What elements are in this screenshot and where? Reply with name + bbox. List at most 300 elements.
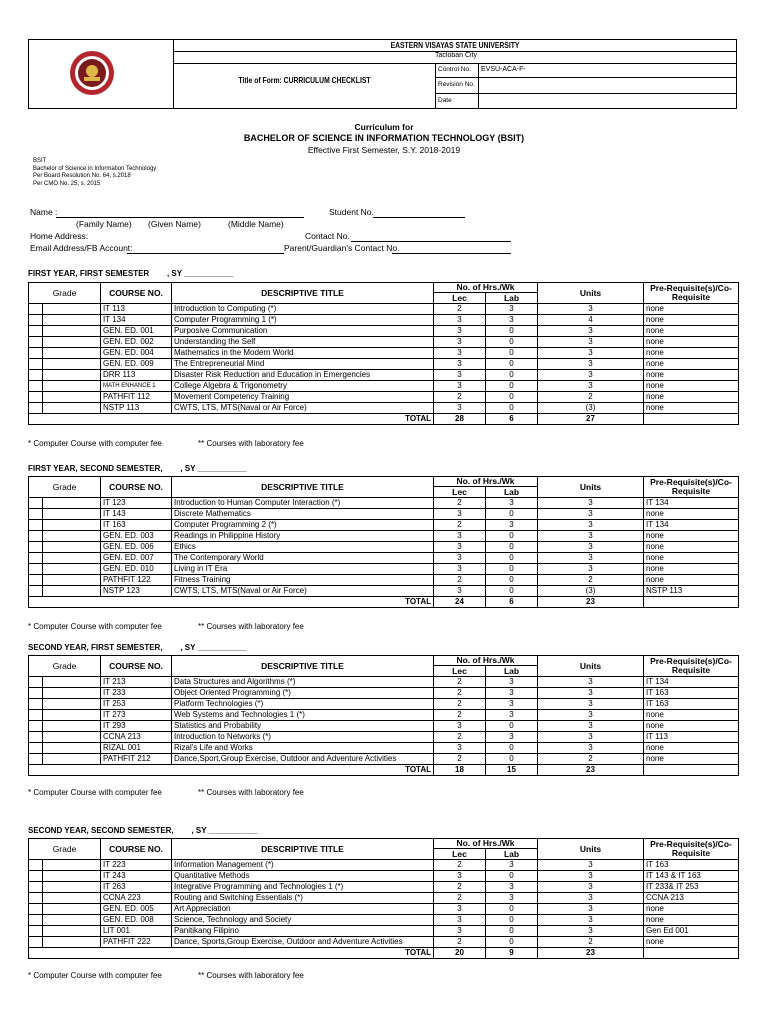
grade-cell[interactable] (43, 381, 101, 392)
prerequisite-cell: none (644, 542, 739, 553)
email-line[interactable] (127, 253, 284, 254)
prerequisite-header-line: Pre-Requisite(s)/Co- (650, 839, 732, 849)
prerequisite-cell: IT 233& IT 253 (644, 882, 739, 893)
descriptive-title-cell: Mathematics in the Modern World (172, 348, 434, 359)
prerequisite-cell: none (644, 359, 739, 370)
prerequisite-cell: IT 134 (644, 498, 739, 509)
prerequisite-cell: none (644, 564, 739, 575)
grade-cell[interactable] (29, 882, 43, 893)
course-no-cell: GEN. ED. 009 (101, 359, 172, 370)
total-row (29, 597, 739, 608)
descriptive-title-cell: Introduction to Human Computer Interaction (*) (172, 498, 434, 509)
footnote (28, 971, 304, 980)
prerequisite-cell: IT 134 (644, 677, 739, 688)
lab-cell: 0 (486, 915, 538, 926)
lab-cell: 3 (486, 699, 538, 710)
lec-cell: 3 (434, 381, 486, 392)
units-cell: 3 (538, 564, 644, 575)
table-row (29, 871, 739, 882)
table-row (29, 710, 739, 721)
units-cell: 3 (538, 542, 644, 553)
lec-cell: 3 (434, 348, 486, 359)
prerequisite-header-line: Requisite (671, 848, 711, 858)
table-row (29, 915, 739, 926)
units-header: Units (538, 839, 644, 860)
lec-cell: 2 (434, 860, 486, 871)
course-no-cell: RIZAL 001 (101, 743, 172, 754)
descriptive-title-cell: Discrete Mathematics (172, 509, 434, 520)
total-units: 23 (538, 597, 644, 608)
university-name: EASTERN VISAYAS STATE UNIVERSITY (390, 41, 520, 50)
lab-cell: 0 (486, 370, 538, 381)
prerequisite-header (644, 839, 739, 860)
prerequisite-cell: none (644, 304, 739, 315)
lab-cell: 3 (486, 498, 538, 509)
lab-cell: 3 (486, 732, 538, 743)
effective-date: Effective First Semester, S.Y. 2018-2019 (307, 145, 461, 155)
grade-cell[interactable] (29, 754, 43, 765)
total-lab: 9 (486, 948, 538, 959)
grade-cell[interactable] (43, 498, 101, 509)
curriculum-table (28, 282, 739, 425)
descriptive-title-cell: Purposive Communication (172, 326, 434, 337)
units-cell: 3 (538, 337, 644, 348)
curriculum-table (28, 655, 739, 776)
grade-cell[interactable] (29, 348, 43, 359)
lec-cell: 2 (434, 575, 486, 586)
table-header-row (29, 283, 739, 293)
grade-cell[interactable] (43, 553, 101, 564)
table-row (29, 326, 739, 337)
grade-cell[interactable] (43, 721, 101, 732)
grade-cell[interactable] (29, 326, 43, 337)
grade-cell[interactable] (29, 403, 43, 414)
lec-cell: 3 (434, 326, 486, 337)
course-no-cell: PATHFIT 112 (101, 392, 172, 403)
footnote (28, 788, 304, 797)
units-cell: 3 (538, 677, 644, 688)
total-row (29, 765, 739, 776)
prerequisite-cell: IT 134 (644, 520, 739, 531)
grade-cell[interactable] (43, 531, 101, 542)
prerequisite-cell: none (644, 754, 739, 765)
lab-header: Lab (486, 849, 538, 860)
table-row (29, 677, 739, 688)
lab-cell: 0 (486, 542, 538, 553)
units-cell: 3 (538, 520, 644, 531)
table-row (29, 531, 739, 542)
grade-cell[interactable] (43, 359, 101, 370)
units-cell: 3 (538, 509, 644, 520)
table-header-row (29, 477, 739, 487)
grade-cell[interactable] (43, 926, 101, 937)
total-label: TOTAL (29, 765, 434, 776)
course-no-cell: GEN. ED. 003 (101, 531, 172, 542)
grade-cell[interactable] (29, 553, 43, 564)
grade-cell[interactable] (29, 564, 43, 575)
descriptive-title-cell: Quantitative Methods (172, 871, 434, 882)
middle-name-label: (Middle Name) (228, 219, 284, 229)
descriptive-title-cell: Understanding the Self (172, 337, 434, 348)
lec-cell: 2 (434, 677, 486, 688)
grade-cell[interactable] (29, 337, 43, 348)
course-no-cell: DRR 113 (101, 370, 172, 381)
prerequisite-cell: IT 143 & IT 163 (644, 871, 739, 882)
prerequisite-cell: IT 163 (644, 699, 739, 710)
grade-cell[interactable] (43, 882, 101, 893)
parent-contact-line[interactable] (392, 253, 511, 254)
grade-cell[interactable] (29, 586, 43, 597)
grade-cell[interactable] (29, 315, 43, 326)
total-lab: 6 (486, 414, 538, 425)
descriptive-title-cell: Integrative Programming and Technologies 1 (*) (172, 882, 434, 893)
descriptive-title-cell: Platform Technologies (*) (172, 699, 434, 710)
lec-cell: 2 (434, 937, 486, 948)
prerequisite-cell: CCNA 213 (644, 893, 739, 904)
table-row (29, 392, 739, 403)
table-row (29, 688, 739, 699)
prerequisite-cell: none (644, 937, 739, 948)
lec-cell: 3 (434, 531, 486, 542)
student-no-line[interactable] (373, 217, 465, 218)
course-no-cell: IT 143 (101, 509, 172, 520)
lec-cell: 3 (434, 403, 486, 414)
grade-cell[interactable] (43, 893, 101, 904)
units-cell: 3 (538, 348, 644, 359)
lab-cell: 0 (486, 392, 538, 403)
grade-cell[interactable] (29, 381, 43, 392)
prerequisite-cell: none (644, 743, 739, 754)
lec-cell: 3 (434, 586, 486, 597)
grade-cell[interactable] (43, 326, 101, 337)
meta-line: BSIT (33, 158, 47, 164)
descriptive-title-cell: Computer Programming 1 (*) (172, 315, 434, 326)
course-no-cell: GEN. ED. 004 (101, 348, 172, 359)
lec-cell: 3 (434, 315, 486, 326)
grade-cell[interactable] (29, 699, 43, 710)
table-row (29, 509, 739, 520)
table-row (29, 860, 739, 871)
grade-cell[interactable] (43, 915, 101, 926)
footnote-lab-fee: ** Courses with laboratory fee (198, 788, 304, 797)
hours-header: No. of Hrs./Wk (434, 283, 538, 293)
lab-header: Lab (486, 666, 538, 677)
lec-cell: 3 (434, 509, 486, 520)
grade-cell[interactable] (29, 860, 43, 871)
grade-cell[interactable] (43, 403, 101, 414)
meta-line: Bachelor of Science in Information Technology (33, 165, 157, 172)
control-value: EVSU-ACA-F- (481, 66, 526, 73)
grade-cell[interactable] (29, 677, 43, 688)
prerequisite-header-line: Requisite (671, 486, 711, 496)
name-line[interactable] (56, 217, 304, 218)
units-cell: 2 (538, 575, 644, 586)
table-row (29, 575, 739, 586)
hours-header: No. of Hrs./Wk (434, 839, 538, 849)
grade-cell[interactable] (29, 732, 43, 743)
table-row (29, 564, 739, 575)
lab-cell: 0 (486, 575, 538, 586)
grade-cell[interactable] (43, 586, 101, 597)
grade-cell[interactable] (29, 575, 43, 586)
course-no-cell: IT 123 (101, 498, 172, 509)
grade-cell[interactable] (29, 688, 43, 699)
grade-cell[interactable] (29, 520, 43, 531)
lec-header: Lec (434, 487, 486, 498)
grade-cell[interactable] (43, 564, 101, 575)
lec-cell: 3 (434, 721, 486, 732)
course-no-cell: NSTP 113 (101, 403, 172, 414)
footnote-computer-fee: * Computer Course with computer fee (28, 622, 162, 631)
table-row (29, 498, 739, 509)
descriptive-title-cell: Web Systems and Technologies 1 (*) (172, 710, 434, 721)
lab-cell: 3 (486, 860, 538, 871)
course-no-cell: GEN. ED. 005 (101, 904, 172, 915)
units-cell: 3 (538, 381, 644, 392)
prerequisite-header-line: Pre-Requisite(s)/Co- (650, 477, 732, 487)
descriptive-title-cell: Science, Technology and Society (172, 915, 434, 926)
total-units: 23 (538, 765, 644, 776)
prerequisite-cell: none (644, 348, 739, 359)
table-row (29, 337, 739, 348)
table-row (29, 743, 739, 754)
lec-cell: 2 (434, 688, 486, 699)
grade-cell[interactable] (29, 509, 43, 520)
descriptive-title-cell: Living in IT Era (172, 564, 434, 575)
total-prerequisite (644, 765, 739, 776)
meta-block (33, 158, 156, 188)
lab-cell: 3 (486, 688, 538, 699)
descriptive-title-header: DESCRIPTIVE TITLE (172, 656, 434, 677)
course-no-cell: NSTP 123 (101, 586, 172, 597)
grade-cell[interactable] (43, 743, 101, 754)
grade-cell[interactable] (29, 392, 43, 403)
grade-cell[interactable] (29, 542, 43, 553)
footnote-computer-fee: * Computer Course with computer fee (28, 971, 162, 980)
grade-cell[interactable] (29, 370, 43, 381)
total-prerequisite (644, 948, 739, 959)
table-row (29, 348, 739, 359)
lab-cell: 0 (486, 326, 538, 337)
table-row (29, 403, 739, 414)
grade-cell[interactable] (29, 531, 43, 542)
prerequisite-header-line: Pre-Requisite(s)/Co- (650, 283, 732, 293)
units-cell: 4 (538, 315, 644, 326)
total-lec: 24 (434, 597, 486, 608)
footnote-lab-fee: ** Courses with laboratory fee (198, 971, 304, 980)
footnote (28, 439, 304, 448)
units-cell: 3 (538, 893, 644, 904)
course-no-header: COURSE NO. (101, 283, 172, 304)
units-header: Units (538, 283, 644, 304)
program-title: BACHELOR OF SCIENCE IN INFORMATION TECHNOLOGY (BSIT) (243, 133, 525, 143)
units-cell: 3 (538, 370, 644, 381)
course-no-cell: IT 113 (101, 304, 172, 315)
prerequisite-cell: none (644, 403, 739, 414)
grade-cell[interactable] (29, 710, 43, 721)
lab-cell: 0 (486, 904, 538, 915)
descriptive-title-cell: Panitikang Filipino (172, 926, 434, 937)
grade-cell[interactable] (43, 904, 101, 915)
grade-cell[interactable] (43, 370, 101, 381)
table-row (29, 315, 739, 326)
lec-cell: 2 (434, 520, 486, 531)
course-no-cell: IT 163 (101, 520, 172, 531)
grade-cell[interactable] (43, 509, 101, 520)
table-row (29, 553, 739, 564)
units-cell: 3 (538, 531, 644, 542)
lec-cell: 3 (434, 743, 486, 754)
descriptive-title-cell: Information Management (*) (172, 860, 434, 871)
grade-cell[interactable] (43, 754, 101, 765)
grade-cell[interactable] (29, 893, 43, 904)
total-label: TOTAL (29, 597, 434, 608)
descriptive-title-cell: Statistics and Probability (172, 721, 434, 732)
prerequisite-cell: none (644, 326, 739, 337)
table-header-row (29, 656, 739, 666)
units-cell: 3 (538, 304, 644, 315)
descriptive-title-cell: Computer Programming 2 (*) (172, 520, 434, 531)
descriptive-title-cell: Art Appreciation (172, 904, 434, 915)
grade-cell[interactable] (43, 871, 101, 882)
grade-cell[interactable] (29, 359, 43, 370)
lab-cell: 0 (486, 871, 538, 882)
prerequisite-cell: none (644, 575, 739, 586)
descriptive-title-header: DESCRIPTIVE TITLE (172, 283, 434, 304)
semester-heading: SECOND YEAR, FIRST SEMESTER, , SY ___________ (28, 643, 247, 652)
table-row (29, 542, 739, 553)
units-cell: 3 (538, 721, 644, 732)
grade-cell[interactable] (43, 688, 101, 699)
course-no-header: COURSE NO. (101, 477, 172, 498)
prerequisite-header (644, 477, 739, 498)
table-header-row (29, 839, 739, 849)
prerequisite-cell: none (644, 381, 739, 392)
lec-cell: 3 (434, 871, 486, 882)
table-row (29, 893, 739, 904)
lab-cell: 0 (486, 403, 538, 414)
course-no-cell: IT 243 (101, 871, 172, 882)
units-cell: 3 (538, 904, 644, 915)
grade-cell[interactable] (29, 498, 43, 509)
lec-cell: 3 (434, 904, 486, 915)
lab-cell: 0 (486, 564, 538, 575)
course-no-cell: PATHFIT 212 (101, 754, 172, 765)
descriptive-title-header: DESCRIPTIVE TITLE (172, 839, 434, 860)
descriptive-title-cell: Ethics (172, 542, 434, 553)
table-row (29, 699, 739, 710)
lec-cell: 3 (434, 542, 486, 553)
semester-heading: SECOND YEAR, SECOND SEMESTER, , SY ___________ (28, 826, 258, 835)
total-lec: 20 (434, 948, 486, 959)
curriculum-table (28, 838, 739, 959)
grade-cell[interactable] (29, 904, 43, 915)
meta-line: Per CMO No. 25, s. 2015 (33, 180, 101, 187)
grade-cell[interactable] (29, 721, 43, 732)
grade-cell[interactable] (43, 520, 101, 531)
lec-cell: 3 (434, 370, 486, 381)
descriptive-title-cell: Routing and Switching Essentials (*) (172, 893, 434, 904)
total-prerequisite (644, 414, 739, 425)
total-lec: 18 (434, 765, 486, 776)
grade-cell[interactable] (43, 542, 101, 553)
prerequisite-cell: IT 113 (644, 732, 739, 743)
grade-cell[interactable] (43, 860, 101, 871)
total-units: 27 (538, 414, 644, 425)
grade-cell[interactable] (43, 392, 101, 403)
grade-header: Grade (29, 283, 101, 304)
lec-cell: 3 (434, 359, 486, 370)
grade-cell[interactable] (29, 871, 43, 882)
control-label: Control No. (438, 66, 471, 73)
units-cell: 2 (538, 754, 644, 765)
grade-cell[interactable] (29, 304, 43, 315)
grade-header: Grade (29, 656, 101, 677)
curriculum-for: Curriculum for (354, 122, 414, 132)
lec-header: Lec (434, 849, 486, 860)
course-no-cell: GEN. ED. 001 (101, 326, 172, 337)
total-prerequisite (644, 597, 739, 608)
units-cell: 3 (538, 926, 644, 937)
grade-cell[interactable] (43, 699, 101, 710)
grade-cell[interactable] (43, 732, 101, 743)
lab-cell: 0 (486, 586, 538, 597)
email-label: Email Address/FB Account: (30, 243, 133, 253)
units-cell: 3 (538, 743, 644, 754)
contact-no-label: Contact No. (305, 231, 350, 241)
table-row (29, 882, 739, 893)
grade-cell[interactable] (29, 937, 43, 948)
lec-cell: 2 (434, 304, 486, 315)
hours-header: No. of Hrs./Wk (434, 477, 538, 487)
units-cell: (3) (538, 403, 644, 414)
grade-cell[interactable] (29, 926, 43, 937)
descriptive-title-cell: Object Oriented Programming (*) (172, 688, 434, 699)
units-cell: 3 (538, 871, 644, 882)
lab-header: Lab (486, 487, 538, 498)
grade-cell[interactable] (29, 915, 43, 926)
revision-label: Revision No. (438, 81, 475, 88)
course-no-cell: CCNA 223 (101, 893, 172, 904)
hours-header: No. of Hrs./Wk (434, 656, 538, 666)
prerequisite-cell: Gen Ed 001 (644, 926, 739, 937)
lab-cell: 0 (486, 381, 538, 392)
grade-cell[interactable] (43, 710, 101, 721)
course-no-cell: GEN. ED. 008 (101, 915, 172, 926)
grade-cell[interactable] (43, 304, 101, 315)
prerequisite-header (644, 656, 739, 677)
table-row (29, 520, 739, 531)
contact-no-line[interactable] (351, 241, 511, 242)
grade-cell[interactable] (43, 575, 101, 586)
grade-cell[interactable] (29, 743, 43, 754)
grade-cell[interactable] (43, 348, 101, 359)
grade-cell[interactable] (43, 937, 101, 948)
lec-cell: 2 (434, 732, 486, 743)
given-name-label: (Given Name) (148, 219, 201, 229)
units-cell: 3 (538, 732, 644, 743)
lec-cell: 2 (434, 699, 486, 710)
prerequisite-cell: none (644, 509, 739, 520)
student-no-label: Student No. (329, 207, 374, 217)
units-cell: 3 (538, 498, 644, 509)
grade-cell[interactable] (43, 337, 101, 348)
units-cell: 2 (538, 937, 644, 948)
grade-cell[interactable] (43, 677, 101, 688)
units-cell: 3 (538, 882, 644, 893)
prerequisite-header-line: Requisite (671, 665, 711, 675)
grade-cell[interactable] (43, 315, 101, 326)
